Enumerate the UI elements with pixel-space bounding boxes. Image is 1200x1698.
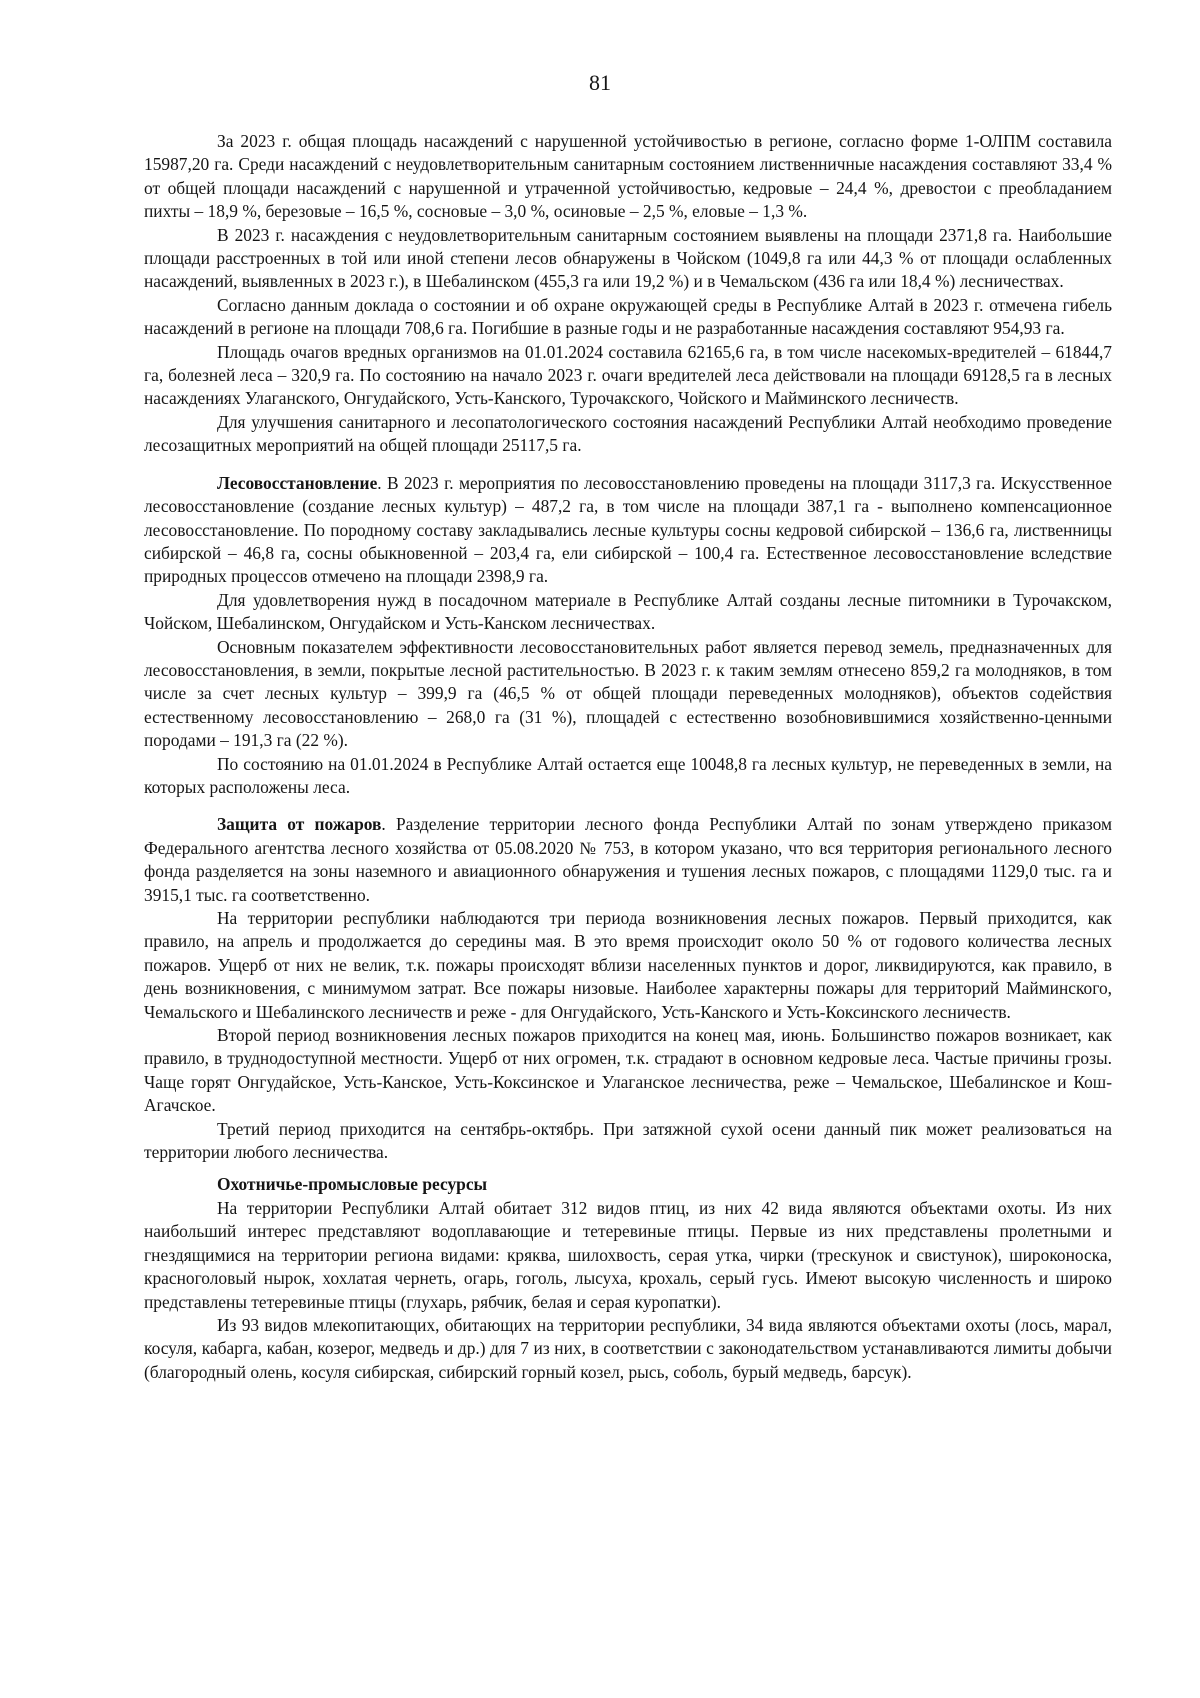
paragraph-mammals: Из 93 видов млекопитающих, обитающих на территории республики, 34 вида являются объектами охоты (лось, марал, косуля, кабарга, кабан, козерог, медведь и др.) для 7 из них, в соответствии с законодательством устанавливаются лимиты добычи (благородный олень, косуля сибирская, сибирский горный козел, рысь, соболь, бурый медведь, барсук). <box>144 1314 1112 1382</box>
page-number: 81 <box>589 70 611 95</box>
page-body <box>144 130 1112 1384</box>
paragraph-unsatisfactory-condition: В 2023 г. насаждения с неудовлетворительным санитарным состоянием выявлены на площади 2371,8 га. Наибольшие площади расстроенных в той или иной степени лесов обнаружены в Чойском (1049,8 га или 44,3 % от площади ослабленных насаждений, выявленных в 2023 г.), в Шебалинском (455,3 га или 19,2 %) и в Чемальском (436 га или 18,4 %) лесничествах. <box>144 224 1112 292</box>
paragraph-fire-period-second: Второй период возникновения лесных пожаров приходится на конец мая, июнь. Большинство пожаров возникает, как правило, в труднодоступной местности. Ущерб от них огромен, т.к. страдают в основном кедровые леса. Частые причины грозы. Чаще горят Онгудайское, Усть-Канское, Усть-Коксинское и Улаганское лесничества, реже – Чемальское, Шебалинское и Кош-Агачское. <box>144 1025 1112 1116</box>
section-heading-hunting-resources: Охотничье-промысловые ресурсы <box>217 1174 488 1195</box>
paragraph-remaining-cultures: По состоянию на 01.01.2024 в Республике Алтай остается еще 10048,8 га лесных культур, не переведенных в земли, на которых расположены леса. <box>144 753 1112 797</box>
section-lead-reforestation: Лесовосстановление <box>217 472 378 493</box>
paragraph-fire-protection <box>144 813 1112 907</box>
paragraph-reforestation <box>144 472 1112 589</box>
paragraph-fire-period-third: Третий период приходится на сентябрь-октябрь. При затяжной сухой осени данный пик может реализоваться на территории любого лесничества. <box>144 1118 1112 1163</box>
paragraph-reforestation-text: . В 2023 г. мероприятия по лесовосстановлению проведены на площади 3117,3 га. Искусственное лесовосстановление (создание лесных культур) – 487,2 га, в том числе на площади 387,1 га - выполнено компенсационное лесовосстановление. По породному составу закладывались лесные культуры сосны кедровой сибирской – 136,6 га, лиственницы сибирской – 46,8 га, сосны обыкновенной – 203,4 га, ели сибирской – 100,4 га. Естественное лесовосстановление вследствие природных процессов отмечено на площади 2398,9 га. <box>144 472 1112 587</box>
paragraph-reforestation-efficiency: Основным показателем эффективности лесовосстановительных работ является перевод земель, предназначенных для лесовосстановления, в земли, покрытые лесной растительностью. В 2023 г. к таким землям отнесено 859,2 га молодняков, в том числе за счет лесных культур – 399,9 га (46,5 % от общей площади переведенных молодняков), объектов содействия естественному лесовосстановлению – 268,0 га (31 %), площадей с естественно возобновившимися хозяйственно-ценными породами – 191,3 га (22 %). <box>144 636 1112 751</box>
section-lead-fire-protection: Защита от пожаров <box>217 814 382 835</box>
paragraph-disturbed-stands: За 2023 г. общая площадь насаждений с нарушенной устойчивостью в регионе, согласно форме 1-ОЛПМ составила 15987,20 га. Среди насаждений с неудовлетворительным санитарным состоянием лиственничные насаждения составляют 33,4 % от общей площади насаждений с нарушенной и утраченной устойчивостью, кедровые – 24,4 %, древостои с преобладанием пихты – 18,9 %, березовые – 16,5 %, сосновые – 3,0 %, осиновые – 2,5 %, еловые – 1,3 %. <box>144 131 1112 222</box>
paragraph-protection-measures: Для улучшения санитарного и лесопатологического состояния насаждений Республики Алтай необходимо проведение лесозащитных мероприятий на общей площади 25117,5 га. <box>144 411 1112 456</box>
paragraph-fire-period-first: На территории республики наблюдаются три периода возникновения лесных пожаров. Первый приходится, как правило, на апрель и продолжается до середины мая. В это время происходит около 50 % от годового количества лесных пожаров. Ущерб от них не велик, т.к. пожары происходят вблизи населенных пунктов и дорог, ликвидируются, как правило, в день возникновения, с минимумом затрат. Все пожары низовые. Наиболее характерны пожары для территорий Майминского, Чемальского и Шебалинского лесничеств и реже - для Онгудайского, Усть-Канского и Усть-Коксинского лесничеств. <box>144 908 1112 1022</box>
paragraph-pest-outbreaks: Площадь очагов вредных организмов на 01.01.2024 составила 62165,6 га, в том числе насекомых-вредителей – 61844,7 га, болезней леса – 320,9 га. По состоянию на начало 2023 г. очаги вредителей леса действовали на площади 69128,5 га в лесных насаждениях Улаганского, Онгудайского, Усть-Канского, Турочакского, Чойского и Майминского лесничеств. <box>144 341 1112 409</box>
paragraph-birds: На территории Республики Алтай обитает 312 видов птиц, из них 42 вида являются объектами охоты. Из них наибольший интерес представляют водоплавающие и тетеревиные птицы. Первые из них представлены пролетными и гнездящимися на территории региона видами: кряква, шилохвость, серая утка, чирки (трескунок и свистунок), широконоска, красноголовый нырок, хохлатая чернеть, огарь, гоголь, лысуха, крохаль, серый гусь. Имеют высокую численность и широко представлены тетеревиные птицы (глухарь, рябчик, белая и серая куропатки). <box>144 1197 1112 1312</box>
paragraph-fire-protection-text: . Разделение территории лесного фонда Республики Алтай по зонам утверждено приказом Федерального агентства лесного хозяйства от 05.08.2020 № 753, в котором указано, что вся территория регионального лесного фонда разделяется на зоны наземного и авиационного обнаружения и тушения лесных пожаров, с площадями 1129,0 тыс. га и 3915,1 тыс. га соответственно. <box>144 814 1112 905</box>
paragraph-stand-mortality: Согласно данным доклада о состоянии и об охране окружающей среды в Республике Алтай в 2023 г. отмечена гибель насаждений в регионе на площади 708,6 га. Погибшие в разные годы и не разработанные насаждения составляют 954,93 га. <box>144 294 1112 339</box>
paragraph-nurseries: Для удовлетворения нужд в посадочном материале в Республике Алтай созданы лесные питомники в Турочакском, Чойском, Шебалинском, Онгудайском и Усть-Канском лесничествах. <box>144 589 1112 634</box>
